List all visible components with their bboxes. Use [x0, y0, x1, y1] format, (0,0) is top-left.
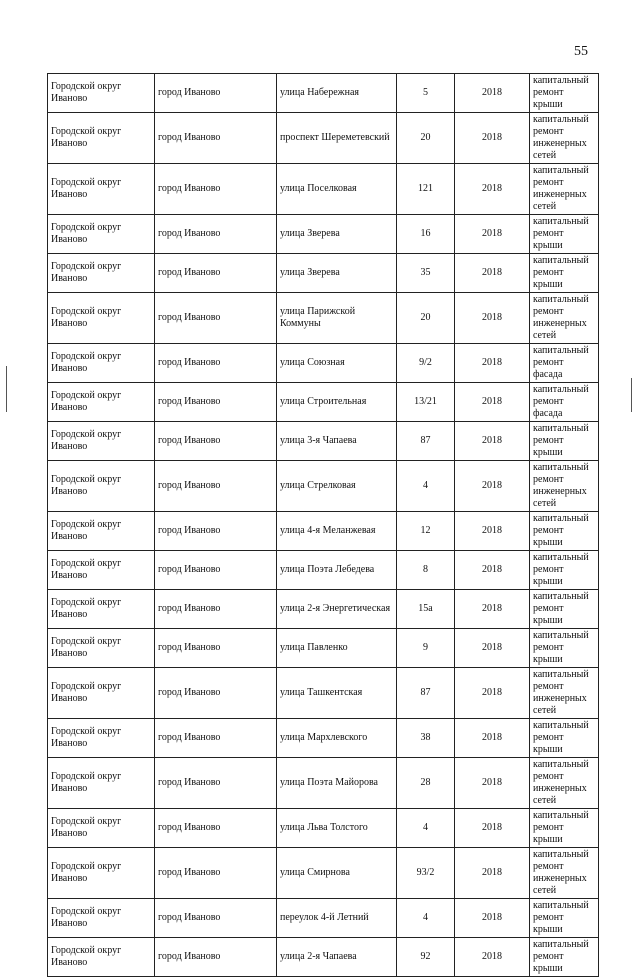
municipality-cell: Городской округ Иваново: [48, 809, 155, 848]
work-type-cell: капитальный ремонт крыши: [530, 254, 599, 293]
work-type-cell: капитальный ремонт крыши: [530, 590, 599, 629]
year-cell: 2018: [455, 344, 530, 383]
work-type-cell: капитальный ремонт крыши: [530, 215, 599, 254]
year-cell: 2018: [455, 809, 530, 848]
municipality-cell: Городской округ Иваново: [48, 461, 155, 512]
municipality-cell: Городской округ Иваново: [48, 164, 155, 215]
table-row: [48, 629, 599, 668]
year-cell: 2018: [455, 719, 530, 758]
municipality-cell: Городской округ Иваново: [48, 254, 155, 293]
table-row: [48, 668, 599, 719]
settlement-cell: город Иваново: [155, 512, 277, 551]
work-type-cell: капитальный ремонт фасада: [530, 344, 599, 383]
table-row: [48, 590, 599, 629]
settlement-cell: город Иваново: [155, 590, 277, 629]
house-number-cell: 8: [397, 551, 455, 590]
settlement-cell: город Иваново: [155, 809, 277, 848]
street-cell: улица 2-я Чапаева: [277, 938, 397, 977]
work-type-cell: капитальный ремонт инженерных сетей: [530, 461, 599, 512]
table-row: [48, 293, 599, 344]
house-number-cell: 87: [397, 422, 455, 461]
year-cell: 2018: [455, 668, 530, 719]
municipality-cell: Городской округ Иваново: [48, 422, 155, 461]
year-cell: 2018: [455, 899, 530, 938]
municipality-cell: Городской округ Иваново: [48, 215, 155, 254]
year-cell: 2018: [455, 938, 530, 977]
table-body: [48, 74, 599, 977]
house-number-cell: 16: [397, 215, 455, 254]
work-type-cell: капитальный ремонт крыши: [530, 74, 599, 113]
work-type-cell: капитальный ремонт крыши: [530, 899, 599, 938]
work-type-cell: капитальный ремонт крыши: [530, 809, 599, 848]
table-row: [48, 848, 599, 899]
table-row: [48, 74, 599, 113]
table-row: [48, 938, 599, 977]
street-cell: улица 3-я Чапаева: [277, 422, 397, 461]
street-cell: улица Ташкентская: [277, 668, 397, 719]
street-cell: улица Льва Толстого: [277, 809, 397, 848]
municipality-cell: Городской округ Иваново: [48, 551, 155, 590]
house-number-cell: 121: [397, 164, 455, 215]
work-type-cell: капитальный ремонт крыши: [530, 938, 599, 977]
year-cell: 2018: [455, 848, 530, 899]
street-cell: улица Поэта Лебедева: [277, 551, 397, 590]
year-cell: 2018: [455, 254, 530, 293]
street-cell: улица Стрелковая: [277, 461, 397, 512]
municipality-cell: Городской округ Иваново: [48, 938, 155, 977]
municipality-cell: Городской округ Иваново: [48, 590, 155, 629]
year-cell: 2018: [455, 383, 530, 422]
year-cell: 2018: [455, 164, 530, 215]
year-cell: 2018: [455, 512, 530, 551]
table-row: [48, 113, 599, 164]
settlement-cell: город Иваново: [155, 383, 277, 422]
street-cell: улица Парижской Коммуны: [277, 293, 397, 344]
house-number-cell: 93/2: [397, 848, 455, 899]
table-row: [48, 215, 599, 254]
work-type-cell: капитальный ремонт крыши: [530, 512, 599, 551]
year-cell: 2018: [455, 590, 530, 629]
settlement-cell: город Иваново: [155, 293, 277, 344]
settlement-cell: город Иваново: [155, 668, 277, 719]
house-number-cell: 9/2: [397, 344, 455, 383]
street-cell: улица Поэта Майорова: [277, 758, 397, 809]
work-type-cell: капитальный ремонт крыши: [530, 551, 599, 590]
street-cell: переулок 4-й Летний: [277, 899, 397, 938]
street-cell: улица Строительная: [277, 383, 397, 422]
street-cell: улица 4-я Меланжевая: [277, 512, 397, 551]
municipality-cell: Городской округ Иваново: [48, 293, 155, 344]
street-cell: улица Зверева: [277, 254, 397, 293]
work-type-cell: капитальный ремонт инженерных сетей: [530, 113, 599, 164]
municipality-cell: Городской округ Иваново: [48, 512, 155, 551]
house-number-cell: 9: [397, 629, 455, 668]
table-row: [48, 809, 599, 848]
municipality-cell: Городской округ Иваново: [48, 899, 155, 938]
table-row: [48, 254, 599, 293]
street-cell: улица Набережная: [277, 74, 397, 113]
house-number-cell: 20: [397, 113, 455, 164]
street-cell: улица 2-я Энергетическая: [277, 590, 397, 629]
settlement-cell: город Иваново: [155, 938, 277, 977]
work-type-cell: капитальный ремонт фасада: [530, 383, 599, 422]
work-type-cell: капитальный ремонт инженерных сетей: [530, 758, 599, 809]
municipality-cell: Городской округ Иваново: [48, 113, 155, 164]
house-number-cell: 12: [397, 512, 455, 551]
repair-schedule-table: [47, 73, 599, 977]
house-number-cell: 92: [397, 938, 455, 977]
house-number-cell: 38: [397, 719, 455, 758]
work-type-cell: капитальный ремонт инженерных сетей: [530, 164, 599, 215]
settlement-cell: город Иваново: [155, 215, 277, 254]
municipality-cell: Городской округ Иваново: [48, 629, 155, 668]
table-row: [48, 164, 599, 215]
scan-edge-mark: [631, 378, 632, 412]
table-row: [48, 422, 599, 461]
street-cell: улица Зверева: [277, 215, 397, 254]
municipality-cell: Городской округ Иваново: [48, 758, 155, 809]
settlement-cell: город Иваново: [155, 254, 277, 293]
table-row: [48, 461, 599, 512]
municipality-cell: Городской округ Иваново: [48, 383, 155, 422]
table-row: [48, 383, 599, 422]
house-number-cell: 15а: [397, 590, 455, 629]
year-cell: 2018: [455, 293, 530, 344]
municipality-cell: Городской округ Иваново: [48, 719, 155, 758]
year-cell: 2018: [455, 113, 530, 164]
scan-edge-mark: [6, 366, 7, 412]
house-number-cell: 4: [397, 809, 455, 848]
settlement-cell: город Иваново: [155, 74, 277, 113]
settlement-cell: город Иваново: [155, 164, 277, 215]
page-number: 55: [574, 44, 588, 59]
year-cell: 2018: [455, 215, 530, 254]
street-cell: улица Союзная: [277, 344, 397, 383]
settlement-cell: город Иваново: [155, 551, 277, 590]
year-cell: 2018: [455, 551, 530, 590]
settlement-cell: город Иваново: [155, 629, 277, 668]
house-number-cell: 20: [397, 293, 455, 344]
table-row: [48, 512, 599, 551]
work-type-cell: капитальный ремонт инженерных сетей: [530, 668, 599, 719]
settlement-cell: город Иваново: [155, 422, 277, 461]
year-cell: 2018: [455, 758, 530, 809]
street-cell: улица Павленко: [277, 629, 397, 668]
year-cell: 2018: [455, 422, 530, 461]
year-cell: 2018: [455, 629, 530, 668]
table-row: [48, 344, 599, 383]
year-cell: 2018: [455, 461, 530, 512]
house-number-cell: 4: [397, 461, 455, 512]
settlement-cell: город Иваново: [155, 461, 277, 512]
table-row: [48, 719, 599, 758]
settlement-cell: город Иваново: [155, 344, 277, 383]
work-type-cell: капитальный ремонт крыши: [530, 422, 599, 461]
table-row: [48, 758, 599, 809]
settlement-cell: город Иваново: [155, 719, 277, 758]
street-cell: проспект Шереметевский: [277, 113, 397, 164]
municipality-cell: Городской округ Иваново: [48, 74, 155, 113]
work-type-cell: капитальный ремонт инженерных сетей: [530, 848, 599, 899]
settlement-cell: город Иваново: [155, 848, 277, 899]
house-number-cell: 28: [397, 758, 455, 809]
house-number-cell: 13/21: [397, 383, 455, 422]
municipality-cell: Городской округ Иваново: [48, 344, 155, 383]
street-cell: улица Смирнова: [277, 848, 397, 899]
house-number-cell: 5: [397, 74, 455, 113]
settlement-cell: город Иваново: [155, 113, 277, 164]
settlement-cell: город Иваново: [155, 899, 277, 938]
table-row: [48, 899, 599, 938]
year-cell: 2018: [455, 74, 530, 113]
street-cell: улица Поселковая: [277, 164, 397, 215]
work-type-cell: капитальный ремонт крыши: [530, 629, 599, 668]
settlement-cell: город Иваново: [155, 758, 277, 809]
street-cell: улица Мархлевского: [277, 719, 397, 758]
house-number-cell: 87: [397, 668, 455, 719]
municipality-cell: Городской округ Иваново: [48, 668, 155, 719]
work-type-cell: капитальный ремонт инженерных сетей: [530, 293, 599, 344]
table-row: [48, 551, 599, 590]
municipality-cell: Городской округ Иваново: [48, 848, 155, 899]
house-number-cell: 4: [397, 899, 455, 938]
house-number-cell: 35: [397, 254, 455, 293]
work-type-cell: капитальный ремонт крыши: [530, 719, 599, 758]
